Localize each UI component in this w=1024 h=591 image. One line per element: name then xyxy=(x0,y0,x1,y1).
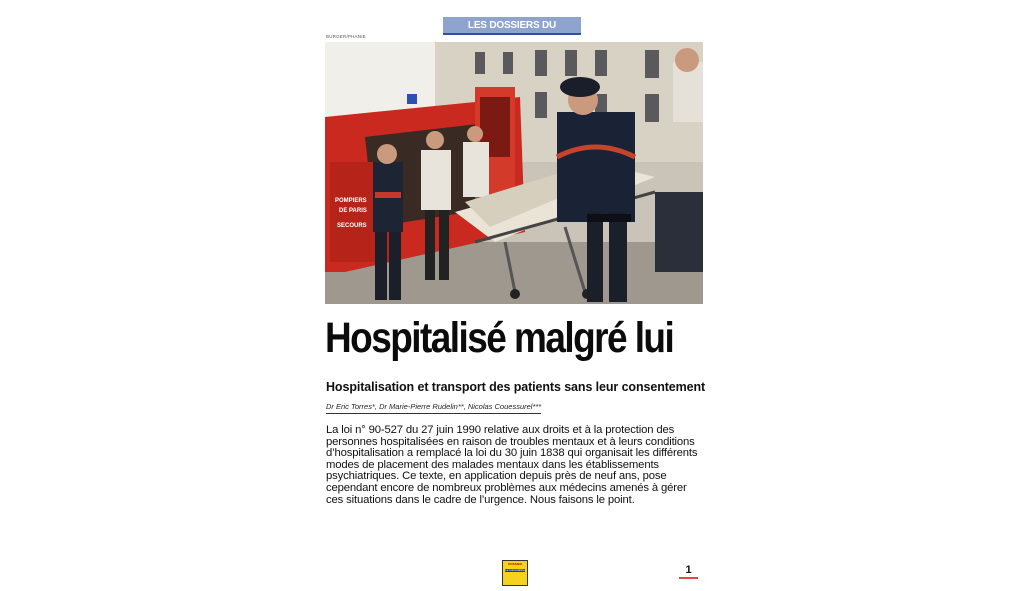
svg-text:SECOURS: SECOURS xyxy=(337,223,367,229)
article-subtitle: Hospitalisation et transport des patients sans leur consentement xyxy=(326,380,706,394)
ambulance-stretcher-illustration xyxy=(325,42,703,304)
photo-credit: BURGER/PHANIE xyxy=(326,34,366,39)
article-title: Hospitalisé malgré lui xyxy=(325,314,674,362)
article-intro: La loi n° 90-527 du 27 juin 1990 relative aux droits et à la protection des personnes hospitalisées en raison de troubles mentaux et à leurs conditions d’hospitalisation a remplacé la loi du 30 juin 1838 qui organisait les différents modes de placement des malades mentaux dans les établissements psychiatriques. Ce texte, en application depuis près de neuf ans, pose cependant encore de nombreux problèmes aux médecins amenés à gérer ces situations dans le cadre de l’urgence. Nous faisons le point. xyxy=(326,424,698,506)
section-header-tag: LES DOSSIERS DU xyxy=(443,17,581,35)
article-photo xyxy=(325,42,703,304)
svg-text:POMPIERS: POMPIERS xyxy=(335,198,367,204)
svg-text:DE PARIS: DE PARIS xyxy=(339,208,367,214)
page-number: 1 xyxy=(679,564,698,579)
publication-logo xyxy=(502,560,528,586)
logo-line-1: DOSSIER xyxy=(508,562,522,566)
logo-line-2: Le Généraliste xyxy=(505,567,525,572)
article-authors: Dr Eric Torres*, Dr Marie-Pierre Rudelin**, Nicolas Couessurel*** xyxy=(326,402,541,414)
